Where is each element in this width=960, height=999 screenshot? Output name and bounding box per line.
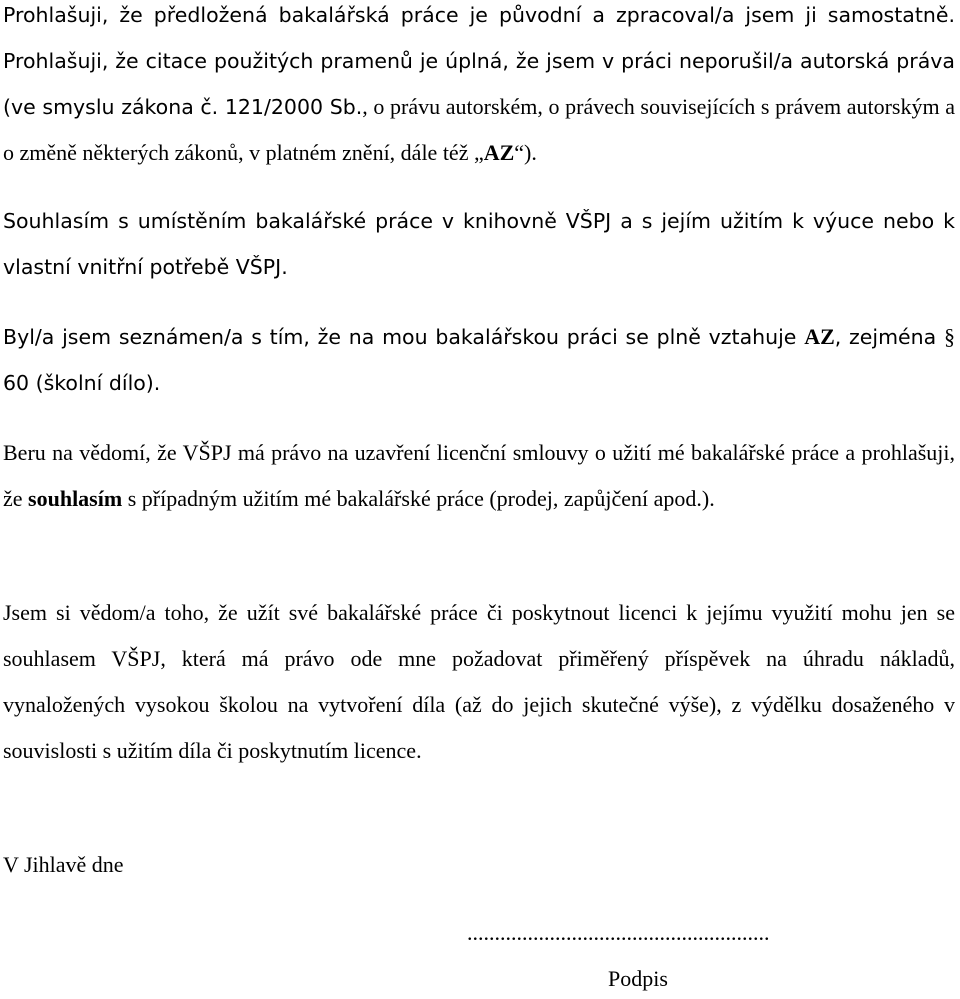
signature-label: Podpis (608, 966, 668, 991)
signature-line: ....................................................... (467, 920, 770, 945)
paragraph-text: s případným užitím mé bakalářské práce (prodej, zapůjčení apod.). (122, 486, 715, 511)
paragraph-text: Beru na vědomí, že VŠPJ má právo na uzavření licenční smlouvy o užití mé bakalářské práce a prohlašuji, že (3, 440, 955, 511)
paragraph-text: 60 (školní dílo). (3, 371, 161, 395)
paragraph-text: Byl/a jsem seznámen/a s tím, že na mou bakalářskou práci se plně vztahuje (3, 325, 805, 349)
paragraph-text: , o právu autorském, o právech souvisejících s právem autorským a o změně některých zákonů, v platném znění, dále též „ (3, 94, 955, 165)
consent-emphasis: souhlasím (28, 486, 123, 511)
copyright-act-paragraph (3, 314, 955, 406)
az-abbreviation: AZ (804, 324, 835, 349)
declaration-originality-paragraph (3, 0, 955, 176)
paragraph-text: , zejména (834, 325, 944, 349)
place-date-line: V Jihlavě dne (3, 852, 124, 877)
usage-conditions-paragraph: Jsem si vědom/a toho, že užít své bakalářské práce či poskytnout licenci k jejímu využití mohu jen se souhlasem VŠPJ, která má právo ode mne požadovat přiměřený příspěvek na úhradu nákladů, vynaložených vysokou školou na vytvoření díla (až do jejich skutečné výše), z výdělku dosaženého v souvislosti s užitím díla či poskytnutím licence. (3, 600, 955, 763)
paragraph-text: “). (514, 140, 537, 165)
az-abbreviation: AZ (483, 140, 515, 165)
library-consent-paragraph: Souhlasím s umístěním bakalářské práce v knihovně VŠPJ a s jejím užitím k výuce nebo k vlastní vnitřní potřebě VŠPJ. (3, 209, 955, 279)
section-sign: § (943, 324, 955, 349)
license-agreement-paragraph (3, 430, 955, 522)
paragraph-text: Prohlašuji, že předložená bakalářská práce je původní a zpracoval/a jsem ji samostatně. Prohlašuji, že citace použitých pramenů je úplná, že jsem v práci neporušil/a autorská práva (ve smyslu zákona č. 121/2000 Sb. (3, 3, 955, 119)
